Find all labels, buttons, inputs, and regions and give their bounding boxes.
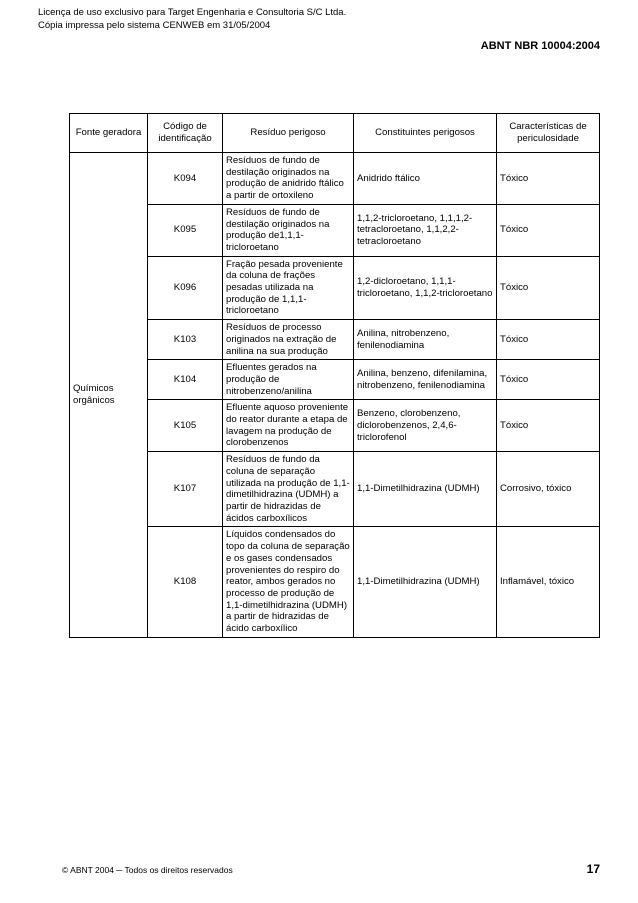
code-cell: K095: [148, 204, 223, 256]
code-cell: K104: [148, 360, 223, 400]
constituents-cell: Anilina, benzeno, difenilamina, nitrobenzeno, fenilenodiamina: [354, 360, 497, 400]
table-row: [70, 452, 600, 527]
residue-cell: Fração pesada proveniente da coluna de frações pesadas utilizada na produção de 1,1,1-tricloroetano: [223, 256, 354, 320]
header-residuo-perigoso: Resíduo perigoso: [223, 114, 354, 153]
standard-title: ABNT NBR 10004:2004: [480, 40, 600, 52]
constituents-cell: 1,1-Dimetilhidrazina (UDMH): [354, 452, 497, 527]
residue-cell: Líquidos condensados do topo da coluna de separação e os gases condensados provenientes do respiro do reator, ambos gerados no processo de produção de 1,1-dimetilhidrazina (UDMH) a partir de hidrazidas de ácido carboxílico: [223, 527, 354, 637]
constituents-cell: Anilina, nitrobenzeno, fenilenodiamina: [354, 320, 497, 360]
header-codigo-identificacao: Código de identificação: [148, 114, 223, 153]
table-row: [70, 360, 600, 400]
constituents-cell: 1,1,2-tricloroetano, 1,1,1,2-tetracloroetano, 1,1,2,2-tetracloroetano: [354, 204, 497, 256]
table-row: [70, 204, 600, 256]
residue-cell: Resíduos de fundo da coluna de separação utilizada na produção de 1,1-dimetilhidrazina (UDMH) a partir de hidrazidas de ácidos carboxílicos: [223, 452, 354, 527]
table-row: [70, 153, 600, 205]
table-header-row: [70, 114, 600, 153]
hazardous-waste-table: [69, 113, 600, 638]
constituents-cell: Benzeno, clorobenzeno, diclorobenzenos, 2,4,6-triclorofenol: [354, 400, 497, 452]
constituents-cell: 1,1-Dimetilhidrazina (UDMH): [354, 527, 497, 637]
characteristics-cell: Tóxico: [497, 256, 600, 320]
table-row: [70, 527, 600, 637]
table-row: [70, 256, 600, 320]
constituents-cell: Anidrido ftálico: [354, 153, 497, 205]
characteristics-cell: Inflamável, tóxico: [497, 527, 600, 637]
code-cell: K107: [148, 452, 223, 527]
residue-cell: Efluente aquoso proveniente do reator durante a etapa de lavagem na produção de clorobenzenos: [223, 400, 354, 452]
residue-cell: Resíduos de processo originados na extração de anilina na sua produção: [223, 320, 354, 360]
code-cell: K094: [148, 153, 223, 205]
code-cell: K103: [148, 320, 223, 360]
code-cell: K108: [148, 527, 223, 637]
code-cell: K096: [148, 256, 223, 320]
characteristics-cell: Tóxico: [497, 320, 600, 360]
source-cell: Químicos orgânicos: [70, 153, 148, 638]
characteristics-cell: Tóxico: [497, 400, 600, 452]
constituents-cell: 1,2-dicloroetano, 1,1,1-tricloroetano, 1,1,2-tricloroetano: [354, 256, 497, 320]
code-cell: K105: [148, 400, 223, 452]
table-row: [70, 320, 600, 360]
header-caracteristicas: Características de periculosidade: [497, 114, 600, 153]
license-line-1: Licença de uso exclusivo para Target Engenharia e Consultoria S/C Ltda.: [38, 7, 347, 18]
copyright-footer: © ABNT 2004 ─ Todos os direitos reservados: [62, 865, 233, 875]
characteristics-cell: Tóxico: [497, 360, 600, 400]
table-row: [70, 400, 600, 452]
characteristics-cell: Corrosivo, tóxico: [497, 452, 600, 527]
header-fonte-geradora: Fonte geradora: [70, 114, 148, 153]
residue-cell: Resíduos de fundo de destilação originados na produção de anidrido ftálico a partir de ortoxileno: [223, 153, 354, 205]
license-notice: [38, 6, 346, 32]
license-line-2: Cópia impressa pelo sistema CENWEB em 31/05/2004: [38, 20, 271, 31]
header-constituintes-perigosos: Constituintes perigosos: [354, 114, 497, 153]
characteristics-cell: Tóxico: [497, 204, 600, 256]
characteristics-cell: Tóxico: [497, 153, 600, 205]
page-number: 17: [586, 862, 600, 876]
residue-cell: Efluentes gerados na produção de nitrobenzeno/anilina: [223, 360, 354, 400]
residue-cell: Resíduos de fundo de destilação originados na produção de1,1,1-tricloroetano: [223, 204, 354, 256]
